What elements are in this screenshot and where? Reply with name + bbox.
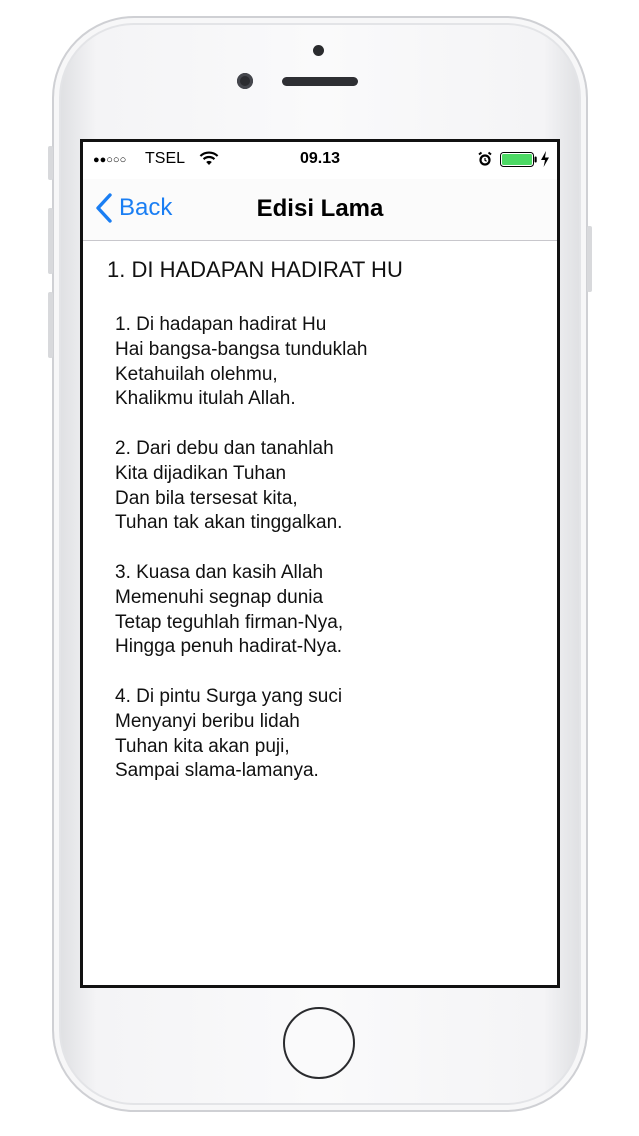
volume-up-button [48, 208, 53, 274]
carrier-name: TSEL [145, 150, 186, 167]
page-title: Edisi Lama [256, 195, 384, 222]
verse-4 [115, 685, 545, 784]
mute-switch [48, 146, 53, 180]
alarm-clock-icon [477, 151, 493, 172]
lyric-line: Memenuhi segnap dunia [115, 586, 324, 608]
song-title: 1. DI HADAPAN HADIRAT HU [107, 257, 403, 282]
volume-down-button [48, 292, 53, 358]
lyric-line: Khalikmu itulah Allah. [115, 388, 296, 410]
power-button [587, 226, 592, 292]
status-time: 09.13 [299, 150, 341, 167]
proximity-sensor [313, 45, 324, 56]
back-button-label: Back [119, 194, 173, 221]
lyric-line: 3. Kuasa dan kasih Allah [115, 561, 324, 583]
front-camera [237, 73, 253, 89]
lyric-line: 2. Dari debu dan tanahlah [115, 437, 334, 459]
lyric-line: Hingga penuh hadirat-Nya. [115, 636, 343, 658]
lyric-line: Sampai slama-lamanya. [115, 760, 319, 782]
signal-strength: ●●○○○ [93, 154, 127, 166]
lyric-line: 4. Di pintu Surga yang suci [115, 685, 343, 707]
verse-3 [115, 561, 545, 660]
lyrics [115, 313, 545, 809]
battery-icon [500, 152, 538, 172]
navigation-bar [83, 179, 557, 241]
home-button[interactable] [283, 1007, 355, 1079]
lyric-line: Hai bangsa-bangsa tunduklah [115, 338, 368, 360]
lyric-line: Ketahuilah olehmu, [115, 363, 278, 385]
lyric-line: Menyanyi beribu lidah [115, 710, 300, 732]
screen [80, 139, 560, 988]
lyric-line: Kita dijadikan Tuhan [115, 462, 287, 484]
lyric-line: Dan bila tersesat kita, [115, 487, 298, 509]
verse-1 [115, 313, 545, 412]
charging-bolt-icon [540, 151, 550, 172]
verse-2 [115, 437, 545, 536]
lyric-line: 1. Di hadapan hadirat Hu [115, 314, 327, 335]
earpiece-speaker [282, 77, 358, 86]
lyric-line: Tetap teguhlah firman-Nya, [115, 611, 344, 633]
status-bar [83, 142, 557, 179]
lyric-line: Tuhan tak akan tinggalkan. [115, 512, 343, 534]
lyric-line: Tuhan kita akan puji, [115, 735, 290, 757]
